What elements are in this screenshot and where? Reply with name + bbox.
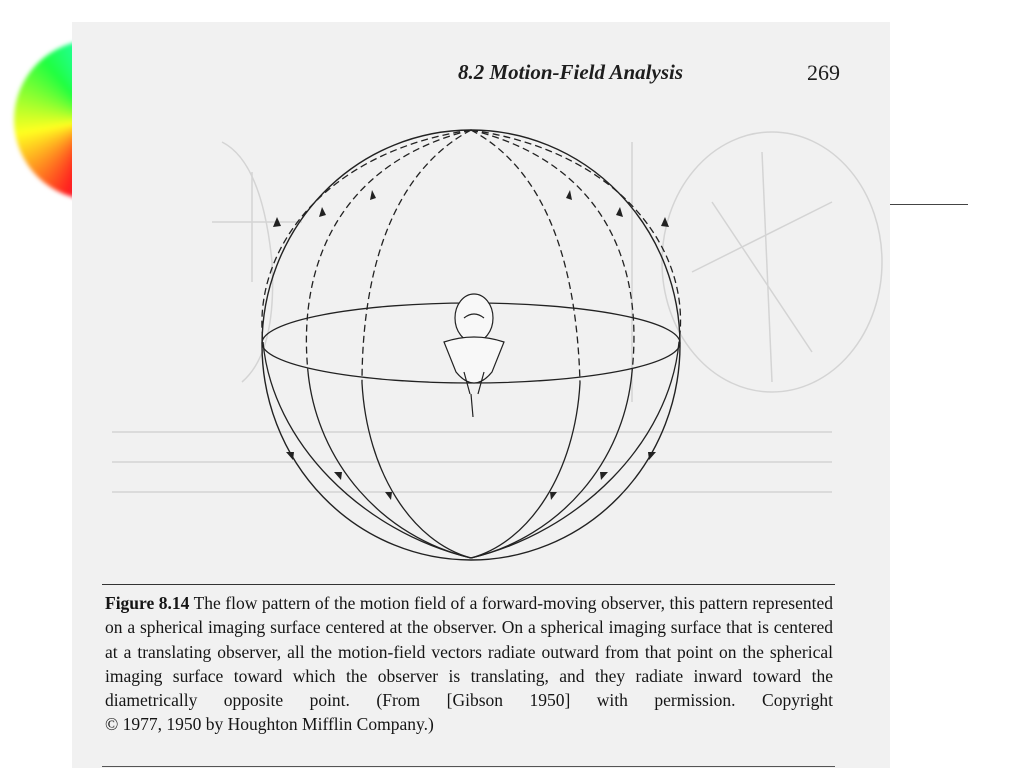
- running-header-page-number: 269: [807, 60, 840, 85]
- observer-figure: [444, 294, 504, 417]
- figure-caption: [105, 591, 833, 737]
- spherical-flow-figure: [72, 22, 890, 582]
- running-header-section-title: 8.2 Motion-Field Analysis: [458, 60, 684, 84]
- caption-body: The flow pattern of the motion field of a forward-moving observer, this pattern represented on a spherical imaging surface centered at the observer. On a spherical imaging surface that is centered at a translating observer, all the motion-field vectors radiate outward from that point on the spherical imaging surface toward which the observer is translating, and they radiate inward toward the diametrically opposite point. (From [Gibson 1950] with permission. Copyright: [105, 593, 833, 711]
- caption-copyright-line: © 1977, 1950 by Houghton Mifflin Company.): [105, 714, 434, 735]
- caption-top-rule: [102, 584, 835, 585]
- show-through-ghost: [112, 132, 882, 492]
- figure-label: Figure 8.14: [105, 593, 190, 613]
- scanned-book-page: [72, 22, 890, 768]
- slide-rule-line: [890, 204, 968, 205]
- page-bottom-rule: [102, 766, 835, 767]
